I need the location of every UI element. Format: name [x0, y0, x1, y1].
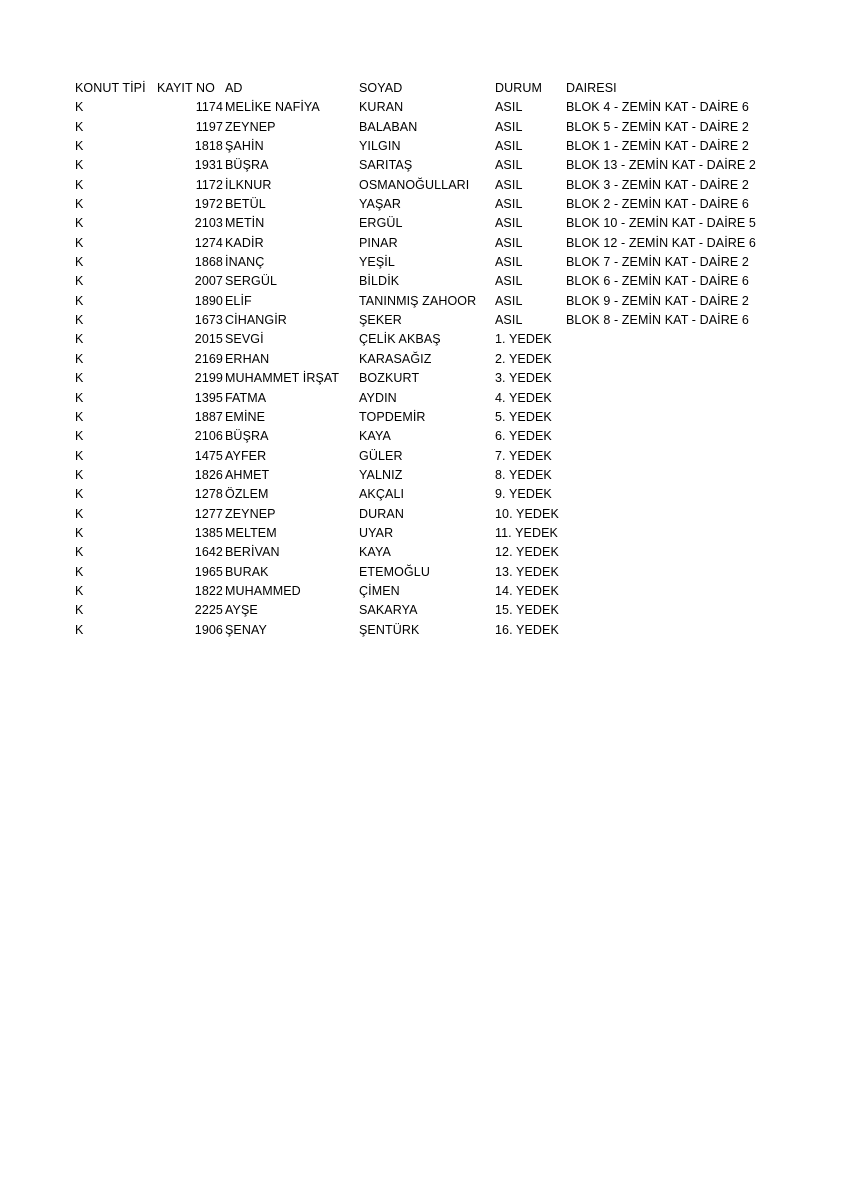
cell-soyad: YALNIZ [359, 467, 403, 482]
cell-ad: MUHAMMET İRŞAT [225, 371, 340, 386]
cell-ad: BURAK [225, 564, 269, 579]
cell-kayit-no: 2169 [194, 351, 223, 366]
cell-soyad: BALABAN [359, 119, 418, 134]
cell-ad: ŞENAY [225, 622, 267, 637]
cell-konut-tipi: K [75, 545, 84, 560]
cell-soyad: OSMANOĞULLARI [359, 177, 470, 192]
cell-konut-tipi: K [75, 429, 84, 444]
cell-konut-tipi: K [75, 158, 84, 173]
cell-ad: MELTEM [225, 525, 277, 540]
cell-durum: ASIL [495, 158, 523, 173]
cell-durum: ASIL [495, 216, 523, 231]
cell-kayit-no: 1931 [194, 158, 223, 173]
cell-durum: 11. YEDEK [495, 525, 558, 540]
cell-kayit-no: 1274 [194, 235, 223, 250]
cell-durum: ASIL [495, 119, 523, 134]
cell-soyad: SARITAŞ [359, 158, 413, 173]
table-row [75, 505, 766, 524]
cell-kayit-no: 1385 [194, 525, 223, 540]
cell-ad: FATMA [225, 390, 267, 405]
cell-soyad: TANINMIŞ ZAHOOR [359, 293, 477, 308]
cell-durum: 4. YEDEK [495, 390, 552, 405]
table-row [75, 621, 766, 640]
cell-kayit-no: 1475 [194, 448, 223, 463]
cell-dairesi: BLOK 7 - ZEMİN KAT - DAİRE 2 [566, 255, 749, 270]
table-header-row [75, 79, 766, 98]
cell-durum: 12. YEDEK [495, 545, 559, 560]
cell-konut-tipi: K [75, 177, 84, 192]
cell-kayit-no: 1906 [194, 622, 223, 637]
cell-ad: ZEYNEP [225, 119, 276, 134]
cell-kayit-no: 1395 [194, 390, 223, 405]
cell-konut-tipi: K [75, 583, 84, 598]
cell-dairesi [566, 408, 766, 427]
cell-konut-tipi: K [75, 197, 84, 212]
cell-konut-tipi: K [75, 622, 84, 637]
cell-ad: AYFER [225, 448, 267, 463]
cell-konut-tipi: K [75, 487, 84, 502]
cell-ad: MUHAMMED [225, 583, 301, 598]
cell-konut-tipi: K [75, 351, 84, 366]
cell-soyad: ERGÜL [359, 216, 403, 231]
cell-durum: 7. YEDEK [495, 448, 552, 463]
table-row [75, 543, 766, 562]
cell-kayit-no: 1887 [194, 409, 223, 424]
cell-durum: 8. YEDEK [495, 467, 552, 482]
cell-kayit-no: 2007 [194, 274, 223, 289]
table-row [75, 466, 766, 485]
cell-ad: KADİR [225, 235, 264, 250]
cell-ad: ZEYNEP [225, 506, 276, 521]
cell-kayit-no: 2199 [194, 371, 223, 386]
cell-kayit-no: 1868 [194, 255, 223, 270]
cell-konut-tipi: K [75, 603, 84, 618]
cell-soyad: DURAN [359, 506, 404, 521]
cell-soyad: KAYA [359, 545, 391, 560]
header-konut-tipi: KONUT TİPİ [75, 81, 146, 95]
cell-dairesi: BLOK 12 - ZEMİN KAT - DAİRE 6 [566, 235, 756, 250]
cell-dairesi [566, 563, 766, 582]
cell-ad: ŞAHİN [225, 139, 264, 154]
cell-ad: SEVGİ [225, 332, 264, 347]
cell-ad: ÖZLEM [225, 487, 269, 502]
cell-dairesi [566, 330, 766, 349]
cell-soyad: YILGIN [359, 139, 401, 154]
cell-soyad: PINAR [359, 235, 398, 250]
cell-durum: ASIL [495, 255, 523, 270]
cell-dairesi [566, 582, 766, 601]
table-row [75, 195, 766, 214]
cell-dairesi [566, 369, 766, 388]
cell-konut-tipi: K [75, 235, 84, 250]
cell-ad: AHMET [225, 467, 270, 482]
cell-durum: 15. YEDEK [495, 603, 559, 618]
cell-dairesi: BLOK 13 - ZEMİN KAT - DAİRE 2 [566, 158, 756, 173]
table-row [75, 427, 766, 446]
table-row [75, 524, 766, 543]
cell-durum: ASIL [495, 139, 523, 154]
cell-kayit-no: 1197 [195, 119, 223, 134]
cell-dairesi [566, 447, 766, 466]
table-row [75, 369, 766, 388]
cell-soyad: AKÇALI [359, 487, 405, 502]
table-row [75, 447, 766, 466]
cell-kayit-no: 1673 [194, 313, 223, 328]
table-row [75, 137, 766, 156]
table-row [75, 330, 766, 349]
cell-dairesi [566, 543, 766, 562]
table-row [75, 156, 766, 175]
cell-durum: ASIL [495, 197, 523, 212]
cell-dairesi: BLOK 5 - ZEMİN KAT - DAİRE 2 [566, 119, 749, 134]
cell-ad: ELİF [225, 293, 252, 308]
cell-soyad: KARASAĞIZ [359, 351, 432, 366]
cell-konut-tipi: K [75, 564, 84, 579]
cell-soyad: ÇİMEN [359, 583, 400, 598]
cell-dairesi: BLOK 3 - ZEMİN KAT - DAİRE 2 [566, 177, 749, 192]
cell-durum: 5. YEDEK [495, 409, 552, 424]
table-row [75, 292, 766, 311]
cell-ad: İNANÇ [225, 255, 265, 270]
table-row [75, 234, 766, 253]
cell-ad: CİHANGİR [225, 313, 287, 328]
cell-kayit-no: 1172 [195, 177, 223, 192]
cell-konut-tipi: K [75, 390, 84, 405]
cell-durum: 13. YEDEK [495, 564, 559, 579]
cell-soyad: AYDIN [359, 390, 397, 405]
cell-soyad: ŞENTÜRK [359, 622, 420, 637]
cell-ad: MELİKE NAFİYA [225, 100, 320, 115]
cell-konut-tipi: K [75, 255, 84, 270]
cell-dairesi: BLOK 9 - ZEMİN KAT - DAİRE 2 [566, 293, 749, 308]
cell-konut-tipi: K [75, 274, 84, 289]
cell-dairesi [566, 466, 766, 485]
table-row [75, 214, 766, 233]
cell-soyad: UYAR [359, 525, 394, 540]
cell-ad: BETÜL [225, 197, 266, 212]
cell-ad: SERGÜL [225, 274, 278, 289]
cell-durum: 3. YEDEK [495, 371, 552, 386]
cell-ad: EMİNE [225, 409, 266, 424]
table-row [75, 485, 766, 504]
cell-dairesi: BLOK 10 - ZEMİN KAT - DAİRE 5 [566, 216, 756, 231]
allocation-table [75, 79, 766, 640]
header-dairesi: DAIRESI [566, 81, 617, 95]
cell-dairesi: BLOK 6 - ZEMİN KAT - DAİRE 6 [566, 274, 749, 289]
cell-durum: ASIL [495, 235, 523, 250]
cell-dairesi [566, 601, 766, 620]
cell-kayit-no: 2225 [194, 603, 223, 618]
cell-soyad: YAŞAR [359, 197, 401, 212]
cell-ad: BERİVAN [225, 545, 280, 560]
cell-durum: 10. YEDEK [495, 506, 559, 521]
cell-durum: ASIL [495, 177, 523, 192]
cell-soyad: ETEMOĞLU [359, 564, 430, 579]
cell-kayit-no: 1972 [194, 197, 223, 212]
cell-konut-tipi: K [75, 467, 84, 482]
cell-dairesi [566, 621, 766, 640]
cell-ad: ERHAN [225, 351, 270, 366]
table-row [75, 582, 766, 601]
cell-durum: ASIL [495, 293, 523, 308]
table-row [75, 253, 766, 272]
cell-konut-tipi: K [75, 448, 84, 463]
cell-ad: AYŞE [225, 603, 258, 618]
cell-kayit-no: 1277 [194, 506, 223, 521]
table-body [75, 98, 766, 640]
cell-soyad: YEŞİL [359, 255, 395, 270]
cell-kayit-no: 1174 [195, 100, 223, 115]
cell-ad: BÜŞRA [225, 429, 269, 444]
cell-soyad: GÜLER [359, 448, 403, 463]
cell-dairesi: BLOK 2 - ZEMİN KAT - DAİRE 6 [566, 197, 749, 212]
cell-kayit-no: 1822 [194, 583, 223, 598]
cell-soyad: KURAN [359, 100, 404, 115]
cell-kayit-no: 1965 [194, 564, 223, 579]
cell-soyad: TOPDEMİR [359, 409, 426, 424]
cell-durum: 9. YEDEK [495, 487, 552, 502]
cell-durum: ASIL [495, 313, 523, 328]
cell-dairesi [566, 524, 766, 543]
cell-konut-tipi: K [75, 371, 84, 386]
cell-durum: 2. YEDEK [495, 351, 552, 366]
table-row [75, 408, 766, 427]
cell-dairesi [566, 505, 766, 524]
table-row [75, 272, 766, 291]
cell-dairesi: BLOK 4 - ZEMİN KAT - DAİRE 6 [566, 100, 749, 115]
cell-soyad: SAKARYA [359, 603, 418, 618]
header-ad: AD [225, 81, 243, 95]
header-soyad: SOYAD [359, 81, 403, 95]
cell-kayit-no: 2106 [194, 429, 223, 444]
cell-konut-tipi: K [75, 119, 84, 134]
cell-konut-tipi: K [75, 293, 84, 308]
cell-durum: ASIL [495, 100, 523, 115]
cell-dairesi [566, 485, 766, 504]
cell-kayit-no: 1890 [194, 293, 223, 308]
cell-konut-tipi: K [75, 139, 84, 154]
table-row [75, 601, 766, 620]
cell-dairesi: BLOK 8 - ZEMİN KAT - DAİRE 6 [566, 313, 749, 328]
cell-kayit-no: 2015 [194, 332, 223, 347]
cell-durum: ASIL [495, 274, 523, 289]
cell-soyad: KAYA [359, 429, 391, 444]
cell-kayit-no: 1826 [194, 467, 223, 482]
cell-konut-tipi: K [75, 216, 84, 231]
table-row [75, 98, 766, 117]
table-row [75, 176, 766, 195]
cell-dairesi [566, 389, 766, 408]
cell-kayit-no: 1278 [194, 487, 223, 502]
cell-durum: 14. YEDEK [495, 583, 559, 598]
header-kayit-no: KAYIT NO [157, 81, 215, 95]
cell-konut-tipi: K [75, 313, 84, 328]
cell-soyad: ÇELİK AKBAŞ [359, 332, 441, 347]
cell-durum: 6. YEDEK [495, 429, 552, 444]
cell-ad: METİN [225, 216, 265, 231]
cell-dairesi [566, 350, 766, 369]
cell-konut-tipi: K [75, 409, 84, 424]
table-row [75, 389, 766, 408]
cell-konut-tipi: K [75, 525, 84, 540]
cell-konut-tipi: K [75, 332, 84, 347]
cell-konut-tipi: K [75, 100, 84, 115]
cell-soyad: BOZKURT [359, 371, 420, 386]
cell-ad: BÜŞRA [225, 158, 269, 173]
cell-kayit-no: 1642 [194, 545, 223, 560]
cell-durum: 1. YEDEK [495, 332, 552, 347]
cell-kayit-no: 1818 [194, 139, 223, 154]
table-row [75, 311, 766, 330]
cell-dairesi: BLOK 1 - ZEMİN KAT - DAİRE 2 [566, 139, 749, 154]
cell-konut-tipi: K [75, 506, 84, 521]
allocation-list-sheet [75, 79, 775, 640]
cell-kayit-no: 2103 [194, 216, 223, 231]
cell-soyad: BİLDİK [359, 274, 400, 289]
table-row [75, 350, 766, 369]
cell-soyad: ŞEKER [359, 313, 402, 328]
header-durum: DURUM [495, 81, 543, 95]
table-row [75, 563, 766, 582]
cell-dairesi [566, 427, 766, 446]
table-row [75, 118, 766, 137]
cell-durum: 16. YEDEK [495, 622, 559, 637]
cell-ad: İLKNUR [225, 177, 272, 192]
